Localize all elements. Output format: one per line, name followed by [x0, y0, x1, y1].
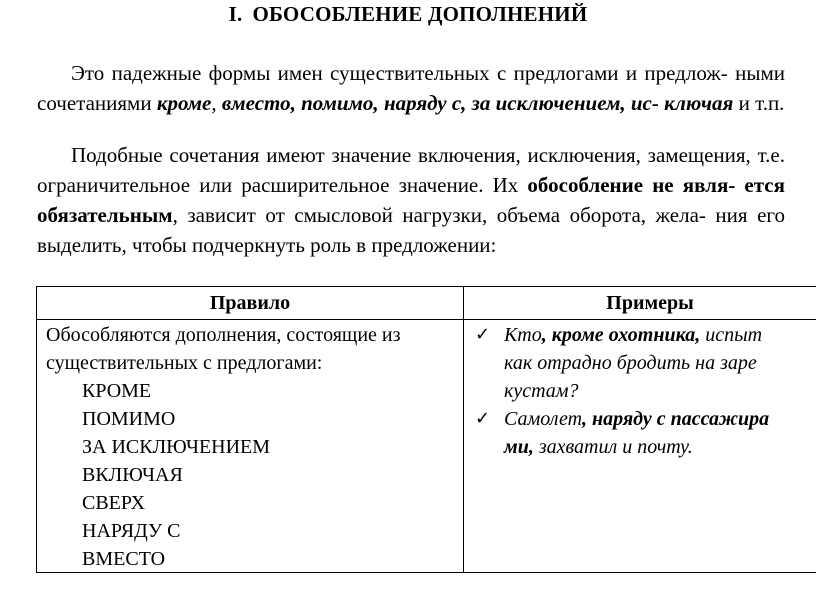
title-text: ОБОСОБЛЕНИЕ ДОПОЛНЕНИЙ	[252, 2, 588, 26]
example-1	[471, 321, 816, 405]
list-item: СВЕРХ	[82, 492, 146, 514]
paragraph-text: , зависит от смысловой нагрузки, объема оборота, жела- ния его выделить, чтобы подчеркнуть роль в предложении:	[37, 203, 785, 257]
paragraph-text: и т.п.	[733, 91, 785, 115]
list-item: НАРЯДУ С	[82, 520, 181, 542]
header-rule: Правило	[209, 292, 291, 314]
document-title	[0, 2, 816, 27]
emph-pomimo: помимо,	[301, 91, 379, 115]
rule-cell	[46, 321, 458, 573]
example-2	[471, 405, 816, 461]
list-item: КРОМЕ	[82, 380, 152, 402]
table-header-row	[37, 287, 816, 320]
emph-krome: кроме	[156, 91, 212, 115]
checkmark-icon: ✓	[475, 408, 491, 429]
example-text: кустам?	[504, 380, 579, 402]
emph-not-obligatory: обособление не явля- ется обязательным	[37, 173, 785, 227]
list-item: ВКЛЮЧАЯ	[82, 464, 183, 486]
list-item: ЗА ИСКЛЮЧЕНИЕМ	[82, 436, 271, 458]
emph-vmesto: вместо,	[221, 91, 296, 115]
paragraph-meaning	[37, 140, 785, 260]
title-number: I.	[228, 2, 243, 26]
paragraph-text: Подобные сочетания имеют значение включения, исключения, замещения, т.е. ограничительное или расширительное значение. Их	[37, 143, 785, 197]
checkmark-icon: ✓	[475, 324, 491, 345]
emph-za-isklyucheniem: за исключением,	[471, 91, 626, 115]
column-divider	[463, 287, 464, 572]
example-text: захватил и почту.	[533, 436, 693, 458]
paragraph-text: Это падежные формы имен существительных с предлогами и предлож- ными сочетаниями	[37, 61, 785, 115]
example-emph: , наряду с пассажира	[582, 408, 770, 430]
list-item: ПОМИМО	[82, 408, 176, 430]
examples-cell	[471, 321, 816, 461]
example-text: как отрадно бродить на заре	[504, 352, 757, 374]
header-examples: Примеры	[606, 292, 694, 314]
example-emph: ми,	[504, 436, 534, 458]
example-text: испыт	[700, 324, 763, 346]
list-item: ВМЕСТО	[82, 548, 166, 570]
example-emph: , кроме охотника,	[541, 324, 701, 346]
preposition-list	[46, 377, 458, 573]
rule-intro: Обособляются дополнения, состоящие из существительных с предлогами:	[46, 324, 401, 374]
paragraph-definition	[37, 58, 785, 118]
example-text: Самолет	[504, 408, 583, 430]
paragraph-text: ,	[211, 91, 222, 115]
rules-table	[36, 286, 816, 573]
emph-isklyuchaya: ис- ключая	[630, 91, 734, 115]
example-text: Кто	[504, 324, 542, 346]
emph-naryadu: наряду с,	[383, 91, 467, 115]
